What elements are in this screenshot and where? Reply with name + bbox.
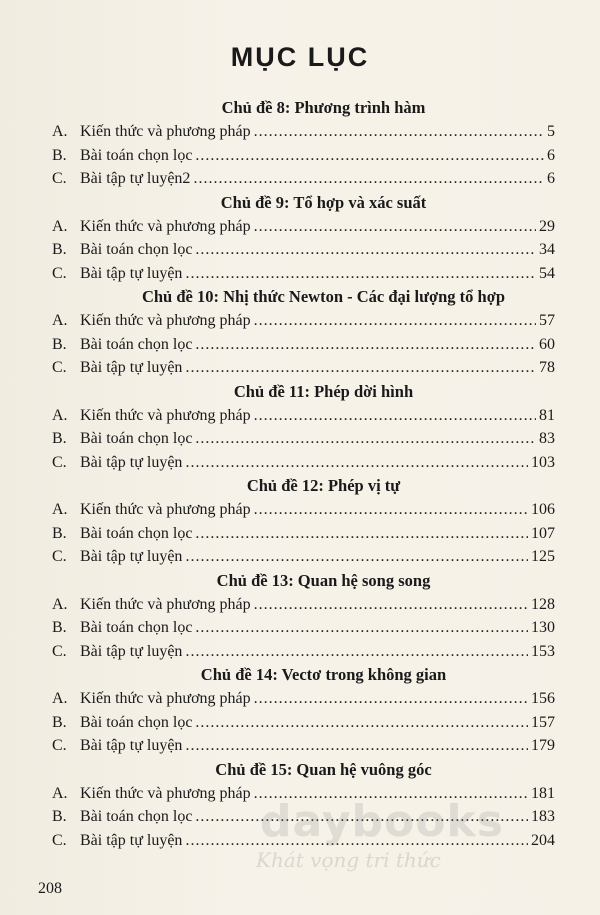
chapter-heading: Chủ đề 15: Quan hệ vuông góc — [215, 759, 432, 779]
dot-leader — [185, 640, 528, 664]
page-title: MỤC LỤC — [230, 42, 370, 72]
entry-page-number: 29 — [539, 217, 555, 235]
chapter-heading: Chủ đề 8: Phương trình hàm — [221, 98, 426, 117]
entry-letter: B. — [52, 808, 67, 825]
entry-label: Bài toán chọn lọc — [80, 335, 193, 353]
entry-page-number: 128 — [531, 595, 555, 613]
entry-letter: B. — [52, 524, 67, 542]
entry-letter: C. — [52, 642, 67, 660]
toc-entry — [52, 356, 555, 380]
toc-entry — [52, 333, 555, 357]
entry-label: Bài tập tự luyện — [80, 737, 183, 754]
entry-letter: A. — [52, 123, 68, 140]
entry-label: Kiến thức và phương pháp — [80, 784, 251, 802]
toc-entry — [52, 238, 555, 262]
dot-leader — [185, 734, 528, 758]
entry-label: Bài tập tự luyện — [80, 548, 183, 565]
entry-page-number: 57 — [539, 312, 555, 329]
toc-entry — [52, 144, 555, 168]
toc-entry — [52, 427, 555, 451]
entry-label: Bài toán chọn lọc — [80, 713, 193, 731]
toc-entry — [52, 687, 555, 711]
entry-label: Bài tập tự luyện — [80, 831, 183, 849]
entry-label: Bài tập tự luyện — [80, 642, 183, 660]
entry-label: Kiến thức và phương pháp — [80, 406, 251, 424]
chapter-heading: Chủ đề 9: Tổ hợp và xác suất — [220, 192, 427, 212]
entry-label: Kiến thức và phương pháp — [80, 595, 251, 613]
entry-letter: B. — [52, 430, 67, 447]
entry-page-number: 78 — [539, 359, 555, 376]
toc-entry — [52, 640, 555, 664]
chapter-heading: Chủ đề 11: Phép dời hình — [233, 381, 414, 401]
entry-letter: B. — [52, 713, 67, 731]
dot-leader — [195, 522, 528, 546]
entry-letter: C. — [52, 737, 67, 754]
dot-leader — [195, 144, 544, 168]
toc-entry — [52, 545, 555, 569]
entry-letter: B. — [52, 146, 67, 164]
entry-page-number: 54 — [539, 264, 555, 282]
chapter-heading: Chủ đề 12: Phép vị tự — [246, 476, 401, 495]
toc-entry — [52, 120, 555, 144]
entry-page-number: 153 — [531, 642, 555, 660]
toc-entry — [52, 616, 555, 640]
entry-label: Kiến thức và phương pháp — [80, 123, 251, 140]
entry-letter: B. — [52, 241, 67, 258]
dot-leader — [185, 451, 528, 475]
dot-leader — [254, 120, 544, 144]
toc-entry — [52, 167, 555, 191]
toc-entry — [52, 215, 555, 239]
entry-label: Bài toán chọn lọc — [80, 808, 193, 825]
dot-leader — [195, 711, 528, 735]
entry-page-number: 204 — [531, 831, 555, 849]
entry-letter: C. — [52, 831, 67, 849]
entry-page-number: 179 — [531, 737, 555, 754]
entry-page-number: 5 — [547, 123, 555, 140]
toc-entry — [52, 522, 555, 546]
entry-page-number: 83 — [539, 430, 555, 447]
entry-label: Kiến thức và phương pháp — [80, 690, 251, 707]
dot-leader — [254, 404, 536, 428]
entry-letter: A. — [52, 501, 68, 518]
dot-leader — [254, 309, 536, 333]
dot-leader — [195, 427, 536, 451]
dot-leader — [195, 238, 536, 262]
entry-letter: C. — [52, 453, 67, 471]
dot-leader — [195, 333, 536, 357]
dot-leader — [185, 262, 536, 286]
entry-letter: B. — [52, 335, 67, 353]
entry-label: Bài tập tự luyện2 — [80, 170, 191, 187]
entry-label: Kiến thức và phương pháp — [80, 501, 251, 518]
dot-leader — [254, 215, 536, 239]
entry-page-number: 60 — [539, 335, 555, 353]
watermark-brand: daybooks — [260, 796, 504, 847]
entry-letter: B. — [52, 619, 67, 636]
entry-letter: A. — [52, 595, 68, 613]
entry-letter: A. — [52, 217, 68, 235]
chapter-heading: Chủ đề 13: Quan hệ song song — [216, 570, 431, 590]
entry-label: Bài tập tự luyện — [80, 453, 183, 471]
entry-label: Bài toán chọn lọc — [80, 241, 193, 258]
entry-letter: C. — [52, 548, 67, 565]
dot-leader — [195, 616, 528, 640]
toc-entry — [52, 734, 555, 758]
entry-page-number: 106 — [531, 501, 555, 518]
entry-label: Bài tập tự luyện — [80, 264, 183, 282]
entry-page-number: 107 — [531, 524, 555, 542]
entry-letter: A. — [52, 312, 68, 329]
entry-page-number: 103 — [531, 453, 555, 471]
toc-entry — [52, 593, 555, 617]
watermark-tagline: Khát vọng tri thức — [256, 848, 441, 872]
entry-label: Bài toán chọn lọc — [80, 430, 193, 447]
entry-page-number: 157 — [531, 713, 555, 731]
entry-page-number: 183 — [531, 808, 555, 825]
dot-leader — [193, 167, 544, 191]
entry-label: Bài toán chọn lọc — [80, 146, 193, 164]
entry-page-number: 181 — [531, 784, 555, 802]
dot-leader — [254, 593, 528, 617]
toc-entry — [52, 262, 555, 286]
entry-label: Bài tập tự luyện — [80, 359, 183, 376]
entry-letter: A. — [52, 406, 68, 424]
dot-leader — [254, 498, 528, 522]
entry-label: Bài toán chọn lọc — [80, 524, 193, 542]
chapter-heading: Chủ đề 10: Nhị thức Newton - Các đại lượng tổ hợp — [141, 287, 506, 306]
toc-entry — [52, 498, 555, 522]
entry-page-number: 156 — [531, 690, 555, 707]
entry-letter: A. — [52, 690, 68, 707]
toc-entry — [52, 711, 555, 735]
page-number: 208 — [38, 880, 62, 897]
dot-leader — [185, 545, 528, 569]
entry-letter: A. — [52, 784, 68, 802]
toc-entry — [52, 309, 555, 333]
entry-label: Kiến thức và phương pháp — [80, 312, 251, 329]
dot-leader — [254, 687, 528, 711]
entry-page-number: 6 — [547, 170, 555, 187]
entry-letter: C. — [52, 359, 67, 376]
entry-label: Kiến thức và phương pháp — [80, 217, 251, 235]
entry-page-number: 130 — [531, 619, 555, 636]
entry-label: Bài toán chọn lọc — [80, 619, 193, 636]
dot-leader — [185, 356, 536, 380]
chapter-heading: Chủ đề 14: Vectơ trong không gian — [200, 665, 447, 684]
toc-entry — [52, 404, 555, 428]
entry-letter: C. — [52, 264, 67, 282]
toc-entry — [52, 451, 555, 475]
table-of-contents — [52, 96, 555, 852]
entry-page-number: 81 — [539, 406, 555, 424]
entry-page-number: 34 — [539, 241, 555, 258]
entry-letter: C. — [52, 170, 67, 187]
entry-page-number: 6 — [547, 146, 555, 164]
entry-page-number: 125 — [531, 548, 555, 565]
